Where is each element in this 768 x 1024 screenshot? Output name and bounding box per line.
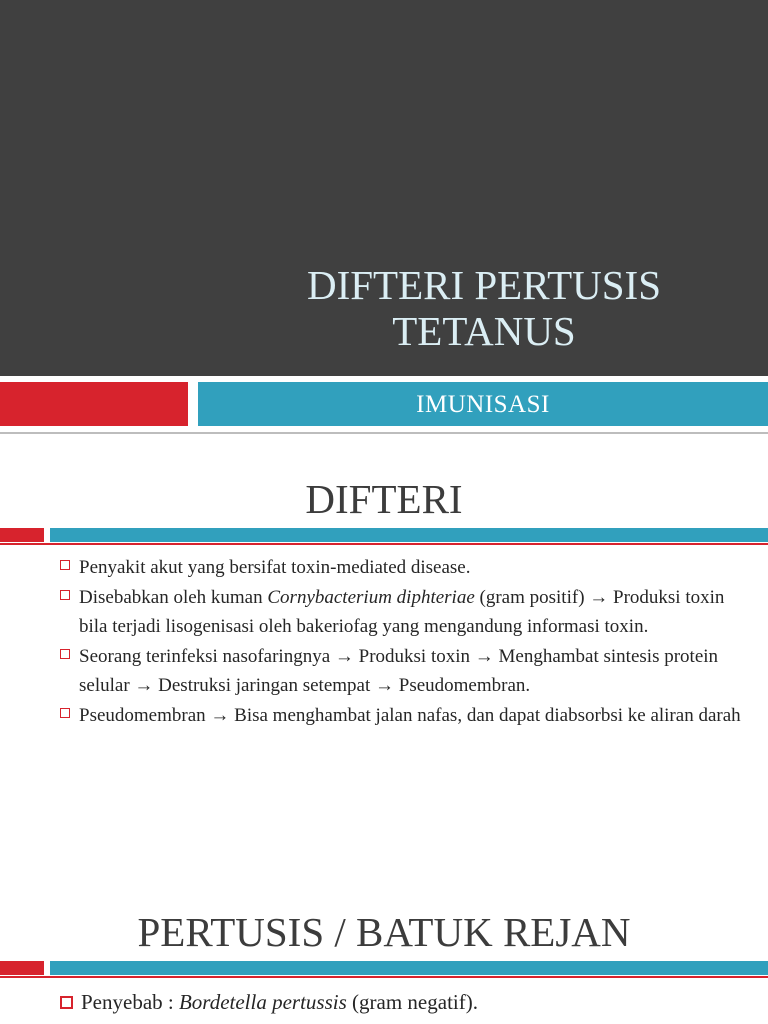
bullet-italic-text: Bordetella pertussis bbox=[178, 990, 347, 1014]
bullet-text: (gram positif) → Produksi toxin bila terjadi lisogenisasi oleh bakeriofag yang mengandung informasi toxin. bbox=[79, 587, 725, 637]
bullet-square-icon bbox=[60, 996, 73, 1009]
title-line-1: DIFTERI PERTUSIS bbox=[306, 262, 662, 308]
bullet-item bbox=[60, 553, 750, 582]
difteri-bullet-list bbox=[60, 553, 750, 731]
bullet-item bbox=[60, 701, 750, 730]
presentation-subtitle: IMUNISASI bbox=[416, 391, 550, 418]
bullet-text: Seorang terinfeksi nasofaringnya → Produksi toxin → Menghambat sintesis protein selular → Destruksi jaringan setempat → Pseudomembran. bbox=[79, 646, 719, 696]
bullet-item bbox=[60, 642, 750, 700]
bullet-square-icon bbox=[60, 708, 70, 718]
bullet-square-icon bbox=[60, 560, 70, 570]
bullet-italic-text: Cornybacterium diphteriae bbox=[267, 587, 475, 608]
bullet-square-icon bbox=[60, 590, 70, 600]
bullet-item bbox=[60, 985, 760, 1019]
heading-bar-teal bbox=[50, 961, 768, 975]
heading-bar-red bbox=[0, 961, 44, 975]
heading-bar-red bbox=[0, 528, 44, 542]
presentation-title bbox=[200, 262, 768, 354]
bullet-text: Pseudomembran → Bisa menghambat jalan nafas, dan dapat diabsorbsi ke aliran darah bbox=[79, 705, 741, 726]
bullet-item bbox=[60, 583, 750, 641]
bullet-square-icon bbox=[60, 649, 70, 659]
heading-bar-teal bbox=[50, 528, 768, 542]
title-line-2: TETANUS bbox=[392, 308, 576, 354]
pertusis-bullet-list bbox=[60, 985, 760, 1019]
heading-underline bbox=[0, 976, 768, 978]
title-slide bbox=[0, 0, 768, 432]
bullet-text: Penyakit akut yang bersifat toxin-mediated disease. bbox=[79, 557, 471, 578]
bullet-text: Penyebab : bbox=[81, 990, 179, 1014]
heading-underline bbox=[0, 543, 768, 545]
accent-red-block bbox=[0, 382, 188, 426]
slide-heading-pertusis: PERTUSIS / BATUK REJAN bbox=[137, 909, 631, 955]
slide-divider bbox=[0, 432, 768, 434]
bullet-text: Disebabkan oleh kuman bbox=[79, 587, 268, 608]
bullet-text: (gram negatif). bbox=[346, 990, 478, 1014]
slide-heading-difteri: DIFTERI bbox=[305, 476, 463, 522]
